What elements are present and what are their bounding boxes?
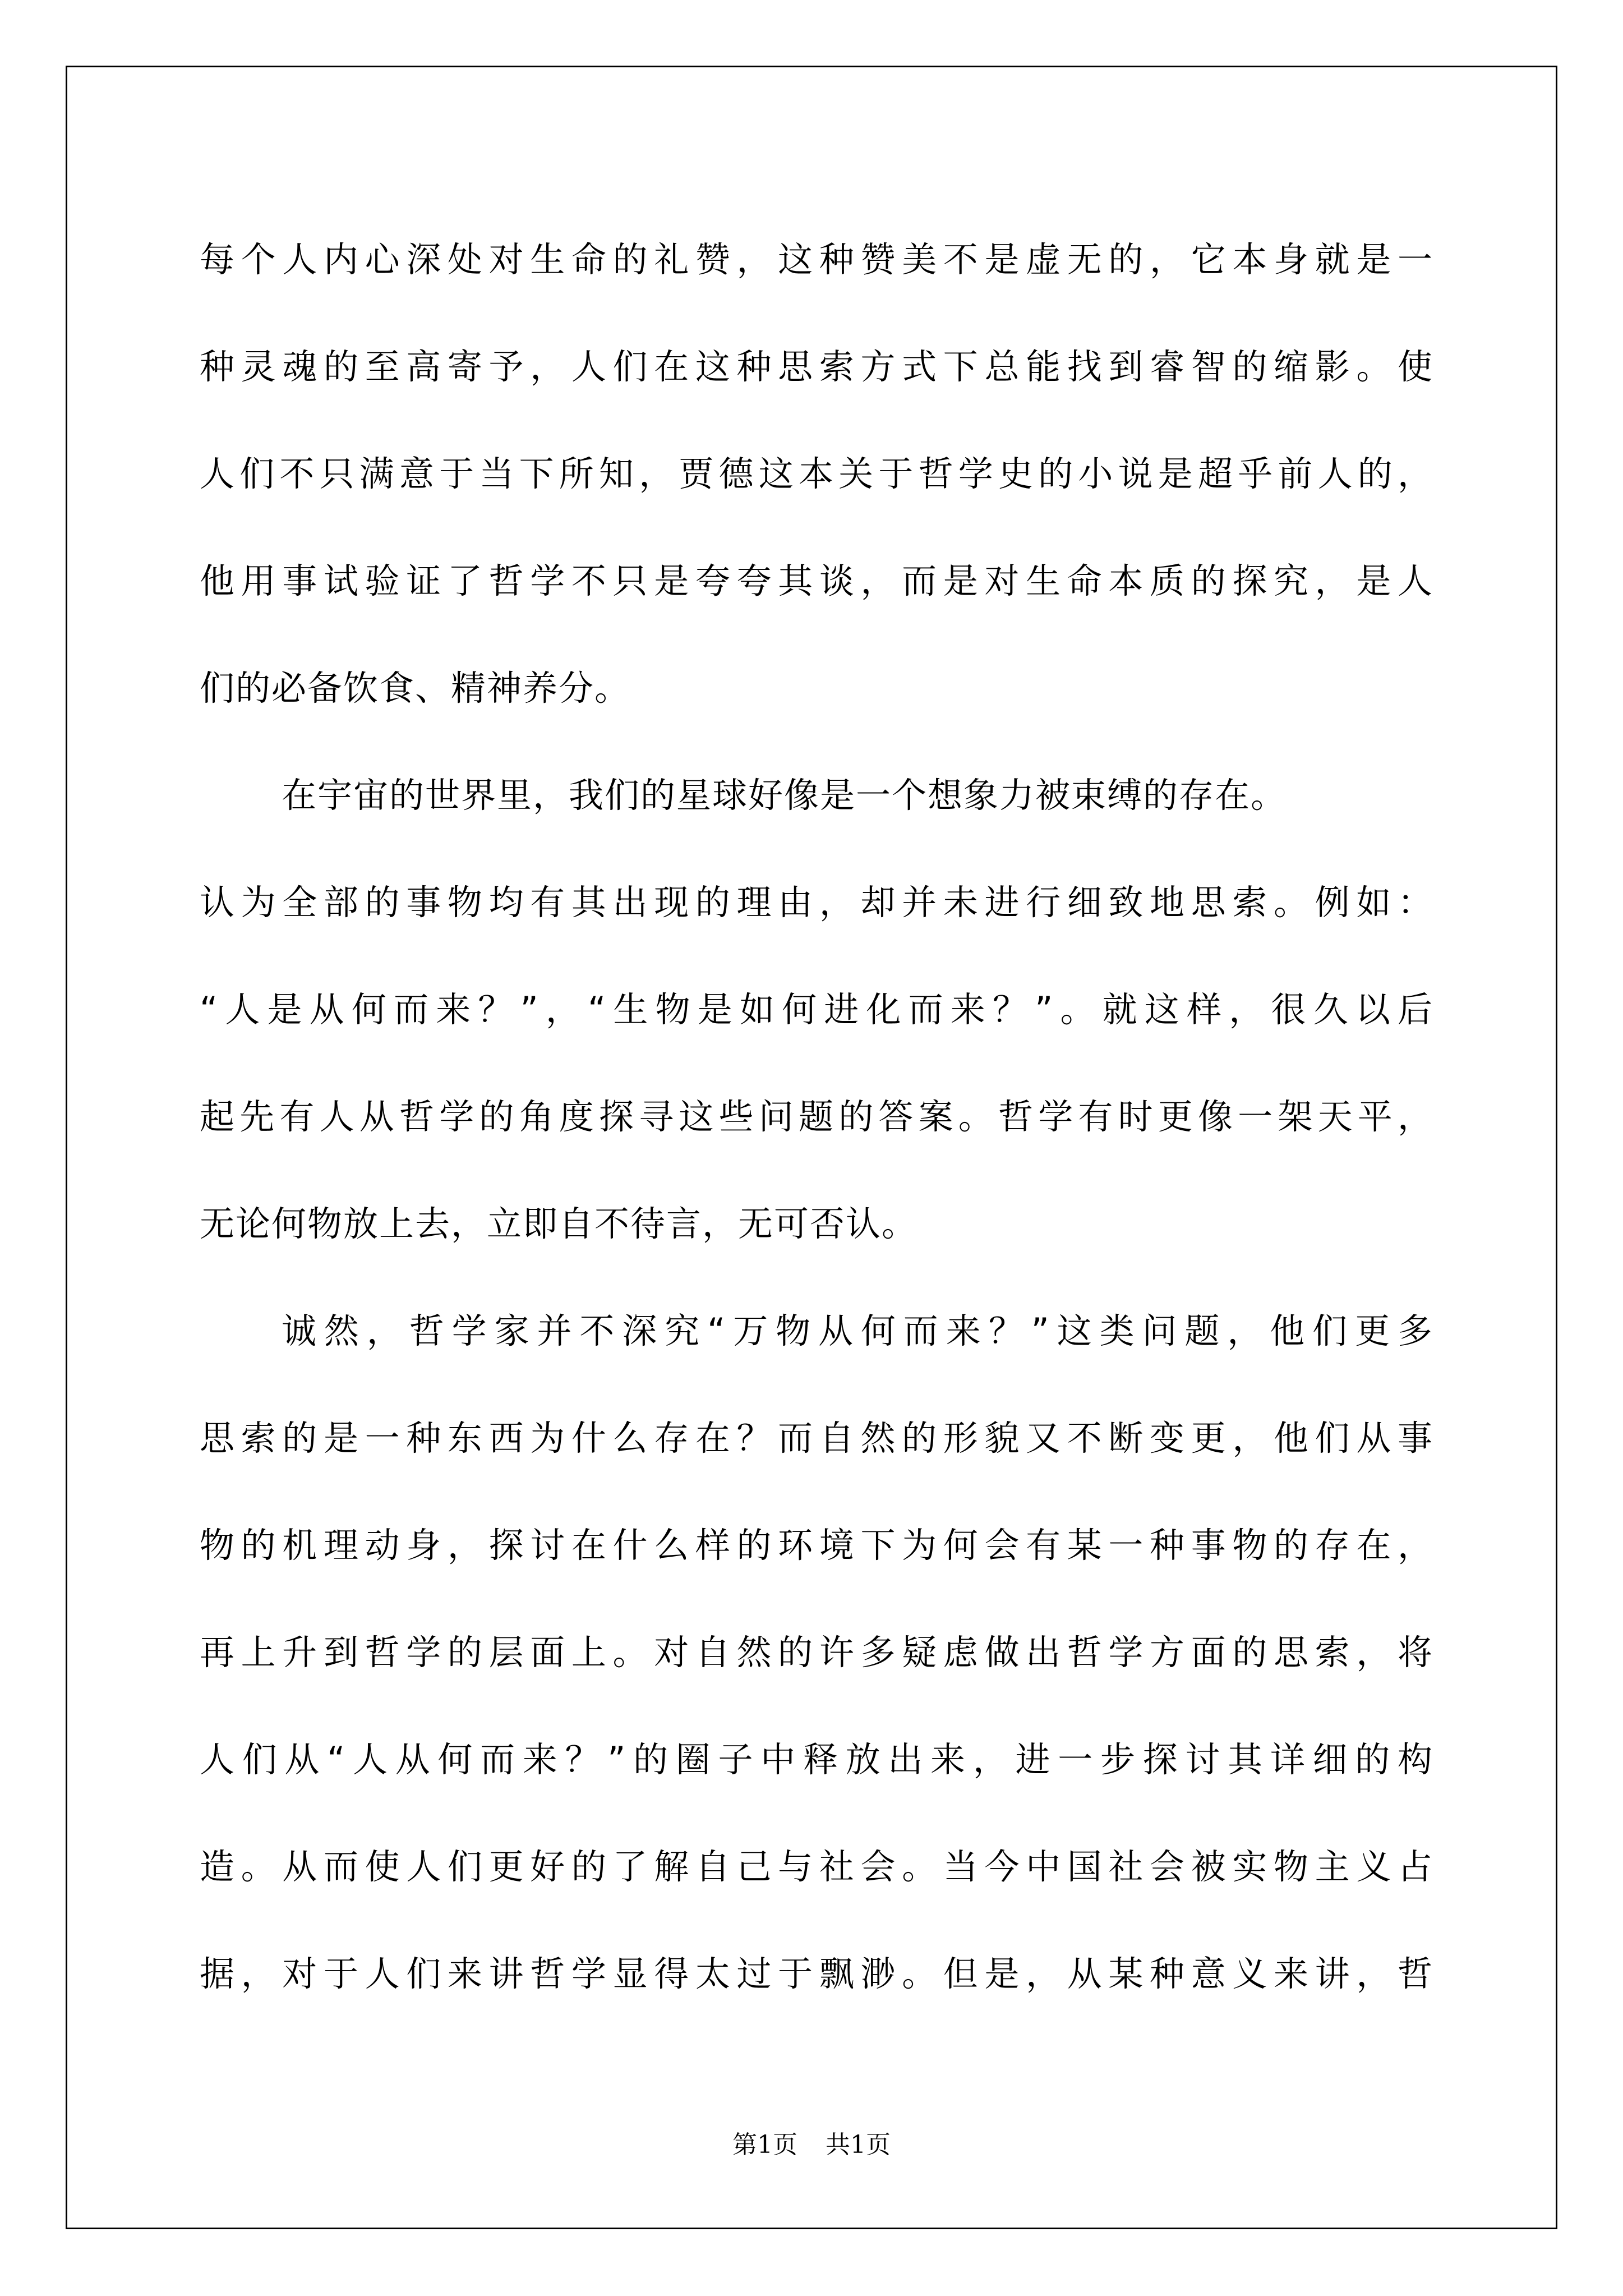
text-line: 诚然，哲学家并不深究“万物从何而来？”这类问题，他们更多 [282, 1310, 1433, 1351]
text-line: 他用事试验证了哲学不只是夸夸其谈，而是对生命本质的探究，是人 [200, 560, 1433, 601]
text-line: 每个人内心深处对生命的礼赞，这种赞美不是虚无的，它本身就是一 [200, 239, 1433, 280]
page-number: 第1页 [732, 2131, 797, 2159]
text-line: 起先有人从哲学的角度探寻这些问题的答案。哲学有时更像一架天平， [200, 1096, 1433, 1137]
text-line: 在宇宙的世界里，我们的星球好像是一个想象力被束缚的存在。 [282, 775, 1287, 816]
text-line: 种灵魂的至高寄予，人们在这种思索方式下总能找到睿智的缩影。使 [200, 346, 1433, 387]
text-line: 据，对于人们来讲哲学显得太过于飘渺。但是，从某种意义来讲，哲 [200, 1953, 1433, 1994]
document-body [200, 206, 1433, 2027]
text-line: 造。从而使人们更好的了解自己与社会。当今中国社会被实物主义占 [200, 1846, 1433, 1887]
text-line: 人们不只满意于当下所知，贾德这本关于哲学史的小说是超乎前人的， [200, 453, 1433, 494]
text-line: 认为全部的事物均有其出现的理由，却并未进行细致地思索。例如： [200, 882, 1433, 923]
text-line: “人是从何而来？”，“生物是如何进化而来？”。就这样，很久以后 [200, 989, 1433, 1030]
text-line: 人们从“人从何而来？”的圈子中释放出来，进一步探讨其详细的构 [200, 1739, 1433, 1780]
text-line: 无论何物放上去，立即自不待言，无可否认。 [200, 1203, 918, 1244]
text-line: 们的必备饮食、精神养分。 [200, 668, 631, 708]
text-line: 思索的是一种东西为什么存在？而自然的形貌又不断变更，他们从事 [200, 1418, 1433, 1458]
text-line: 物的机理动身，探讨在什么样的环境下为何会有某一种事物的存在， [200, 1525, 1433, 1566]
page-total: 共1页 [826, 2131, 891, 2159]
text-line: 再上升到哲学的层面上。对自然的许多疑虑做出哲学方面的思索，将 [200, 1632, 1433, 1673]
page-footer [0, 2128, 1623, 2162]
